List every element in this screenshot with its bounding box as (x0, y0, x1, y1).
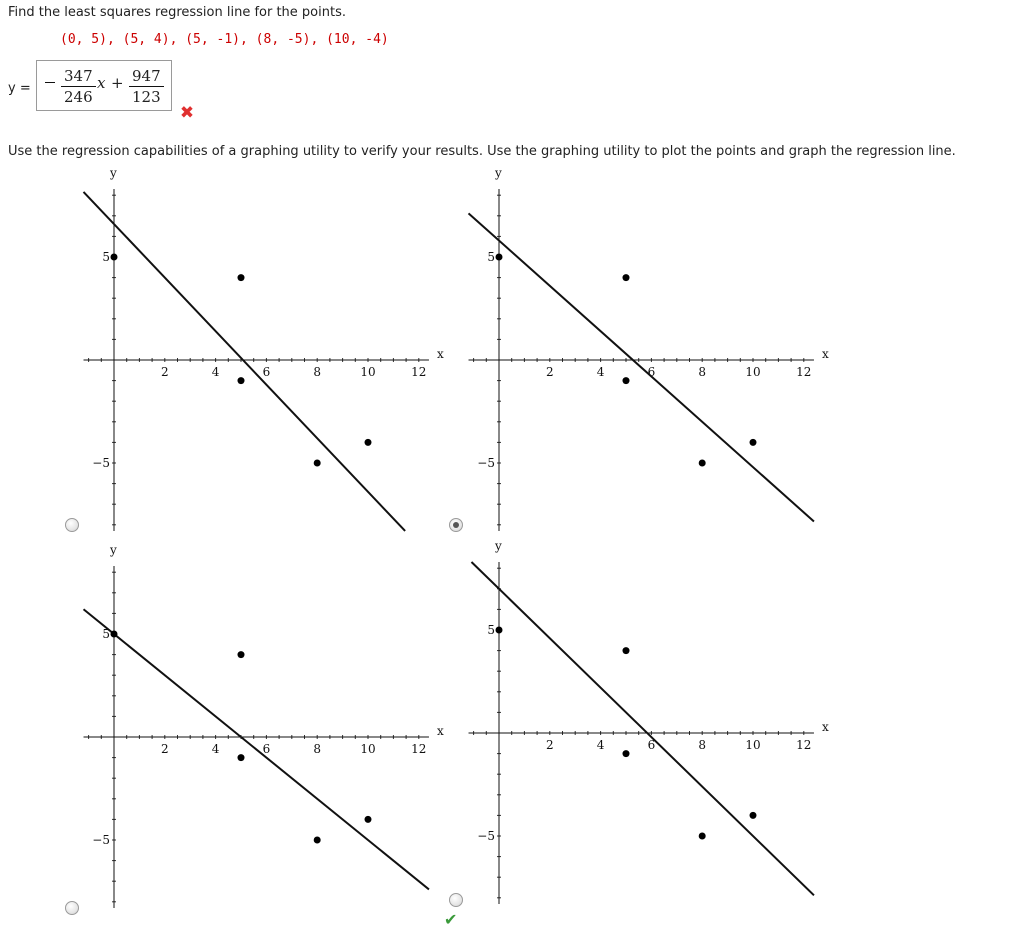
y-tick-label: 5 (102, 627, 110, 641)
graph-choice-3 (70, 543, 450, 917)
x-tick-label: 10 (745, 365, 761, 379)
slope-fraction (61, 67, 96, 106)
data-point (365, 816, 372, 823)
x-tick-label: 10 (745, 738, 761, 752)
points-list: (0, 5), (5, 4), (5, -1), (8, -5), (10, -4) (60, 32, 389, 47)
data-point (623, 647, 630, 654)
x-tick-label: 12 (796, 365, 812, 379)
correct-check-icon: ✔ (444, 910, 458, 929)
data-point (750, 812, 757, 819)
x-tick-label: 10 (360, 742, 376, 756)
slope-numerator: 347 (64, 67, 93, 85)
data-point (750, 439, 757, 446)
regression-line (84, 609, 429, 889)
x-tick-label: 2 (160, 742, 169, 756)
x-tick-label: 2 (545, 365, 554, 379)
y-tick-label: 5 (102, 250, 110, 264)
data-point (314, 837, 321, 844)
data-point (314, 460, 321, 467)
x-tick-label: 2 (160, 365, 169, 379)
y-tick-label: 5 (487, 250, 495, 264)
x-tick-label: 8 (313, 742, 322, 756)
x-axis-label: x (821, 720, 829, 734)
x-axis-label: x (821, 347, 829, 361)
intercept-fraction-bar (129, 86, 164, 87)
data-point (111, 631, 118, 638)
data-point (238, 274, 245, 281)
x-tick-label: 12 (796, 738, 812, 752)
x-tick-label: 4 (211, 365, 220, 379)
data-point (111, 254, 118, 261)
y-tick-label: −5 (477, 456, 495, 470)
x-tick-label: 4 (596, 365, 605, 379)
regression-line (471, 562, 813, 895)
y-tick-label: −5 (92, 833, 110, 847)
x-variable: x (97, 74, 106, 92)
x-tick-label: 2 (545, 738, 554, 752)
intercept-denominator: 123 (132, 88, 161, 106)
graph-choice-1-radio[interactable] (65, 518, 79, 532)
intercept-numerator: 947 (132, 67, 161, 85)
x-tick-label: 12 (411, 742, 427, 756)
data-point (623, 377, 630, 384)
data-point (496, 254, 503, 261)
x-tick-label: 6 (262, 365, 271, 379)
x-axis-label: x (436, 724, 444, 738)
regression-line (84, 192, 406, 531)
slope-denominator: 246 (64, 88, 93, 106)
graph-choice-2 (455, 166, 835, 532)
slope-fraction-bar (61, 86, 96, 87)
x-tick-label: 6 (262, 742, 271, 756)
graph-choice-1 (70, 166, 450, 532)
negative-sign (45, 82, 55, 83)
data-point (238, 754, 245, 761)
incorrect-x-icon: ✖ (179, 103, 195, 123)
graph-choice-3-radio[interactable] (65, 901, 79, 915)
y-axis-label: y (110, 166, 117, 180)
y-tick-label: −5 (92, 456, 110, 470)
x-tick-label: 8 (313, 365, 322, 379)
data-point (365, 439, 372, 446)
data-point (623, 274, 630, 281)
y-equals-label: y = (8, 81, 31, 96)
data-point (623, 750, 630, 757)
x-tick-label: 8 (698, 365, 707, 379)
data-point (238, 651, 245, 658)
y-axis-label: y (110, 543, 117, 557)
answer-input-box[interactable] (36, 60, 172, 111)
y-tick-label: −5 (477, 829, 495, 843)
question-prompt: Find the least squares regression line for the points. (8, 5, 346, 20)
data-point (238, 377, 245, 384)
graph-choice-2-radio[interactable] (449, 518, 463, 532)
data-point (699, 460, 706, 467)
x-axis-label: x (436, 347, 444, 361)
graph-choice-4 (455, 539, 835, 905)
y-axis-label: y (495, 539, 502, 553)
data-point (699, 833, 706, 840)
x-tick-label: 4 (596, 738, 605, 752)
regression-line (469, 213, 814, 521)
instruction-text: Use the regression capabilities of a graphing utility to verify your results. Use the graphing utility to plot the points and graph the regression line. (8, 144, 956, 159)
graph-choice-4-radio[interactable] (449, 893, 463, 907)
y-tick-label: 5 (487, 623, 495, 637)
x-tick-label: 6 (647, 738, 656, 752)
intercept-fraction (129, 67, 164, 106)
y-axis-label: y (495, 166, 502, 180)
x-tick-label: 6 (647, 365, 656, 379)
plus-operator: + (111, 74, 124, 92)
x-tick-label: 4 (211, 742, 220, 756)
data-point (496, 627, 503, 634)
x-tick-label: 12 (411, 365, 427, 379)
x-tick-label: 10 (360, 365, 376, 379)
x-tick-label: 8 (698, 738, 707, 752)
